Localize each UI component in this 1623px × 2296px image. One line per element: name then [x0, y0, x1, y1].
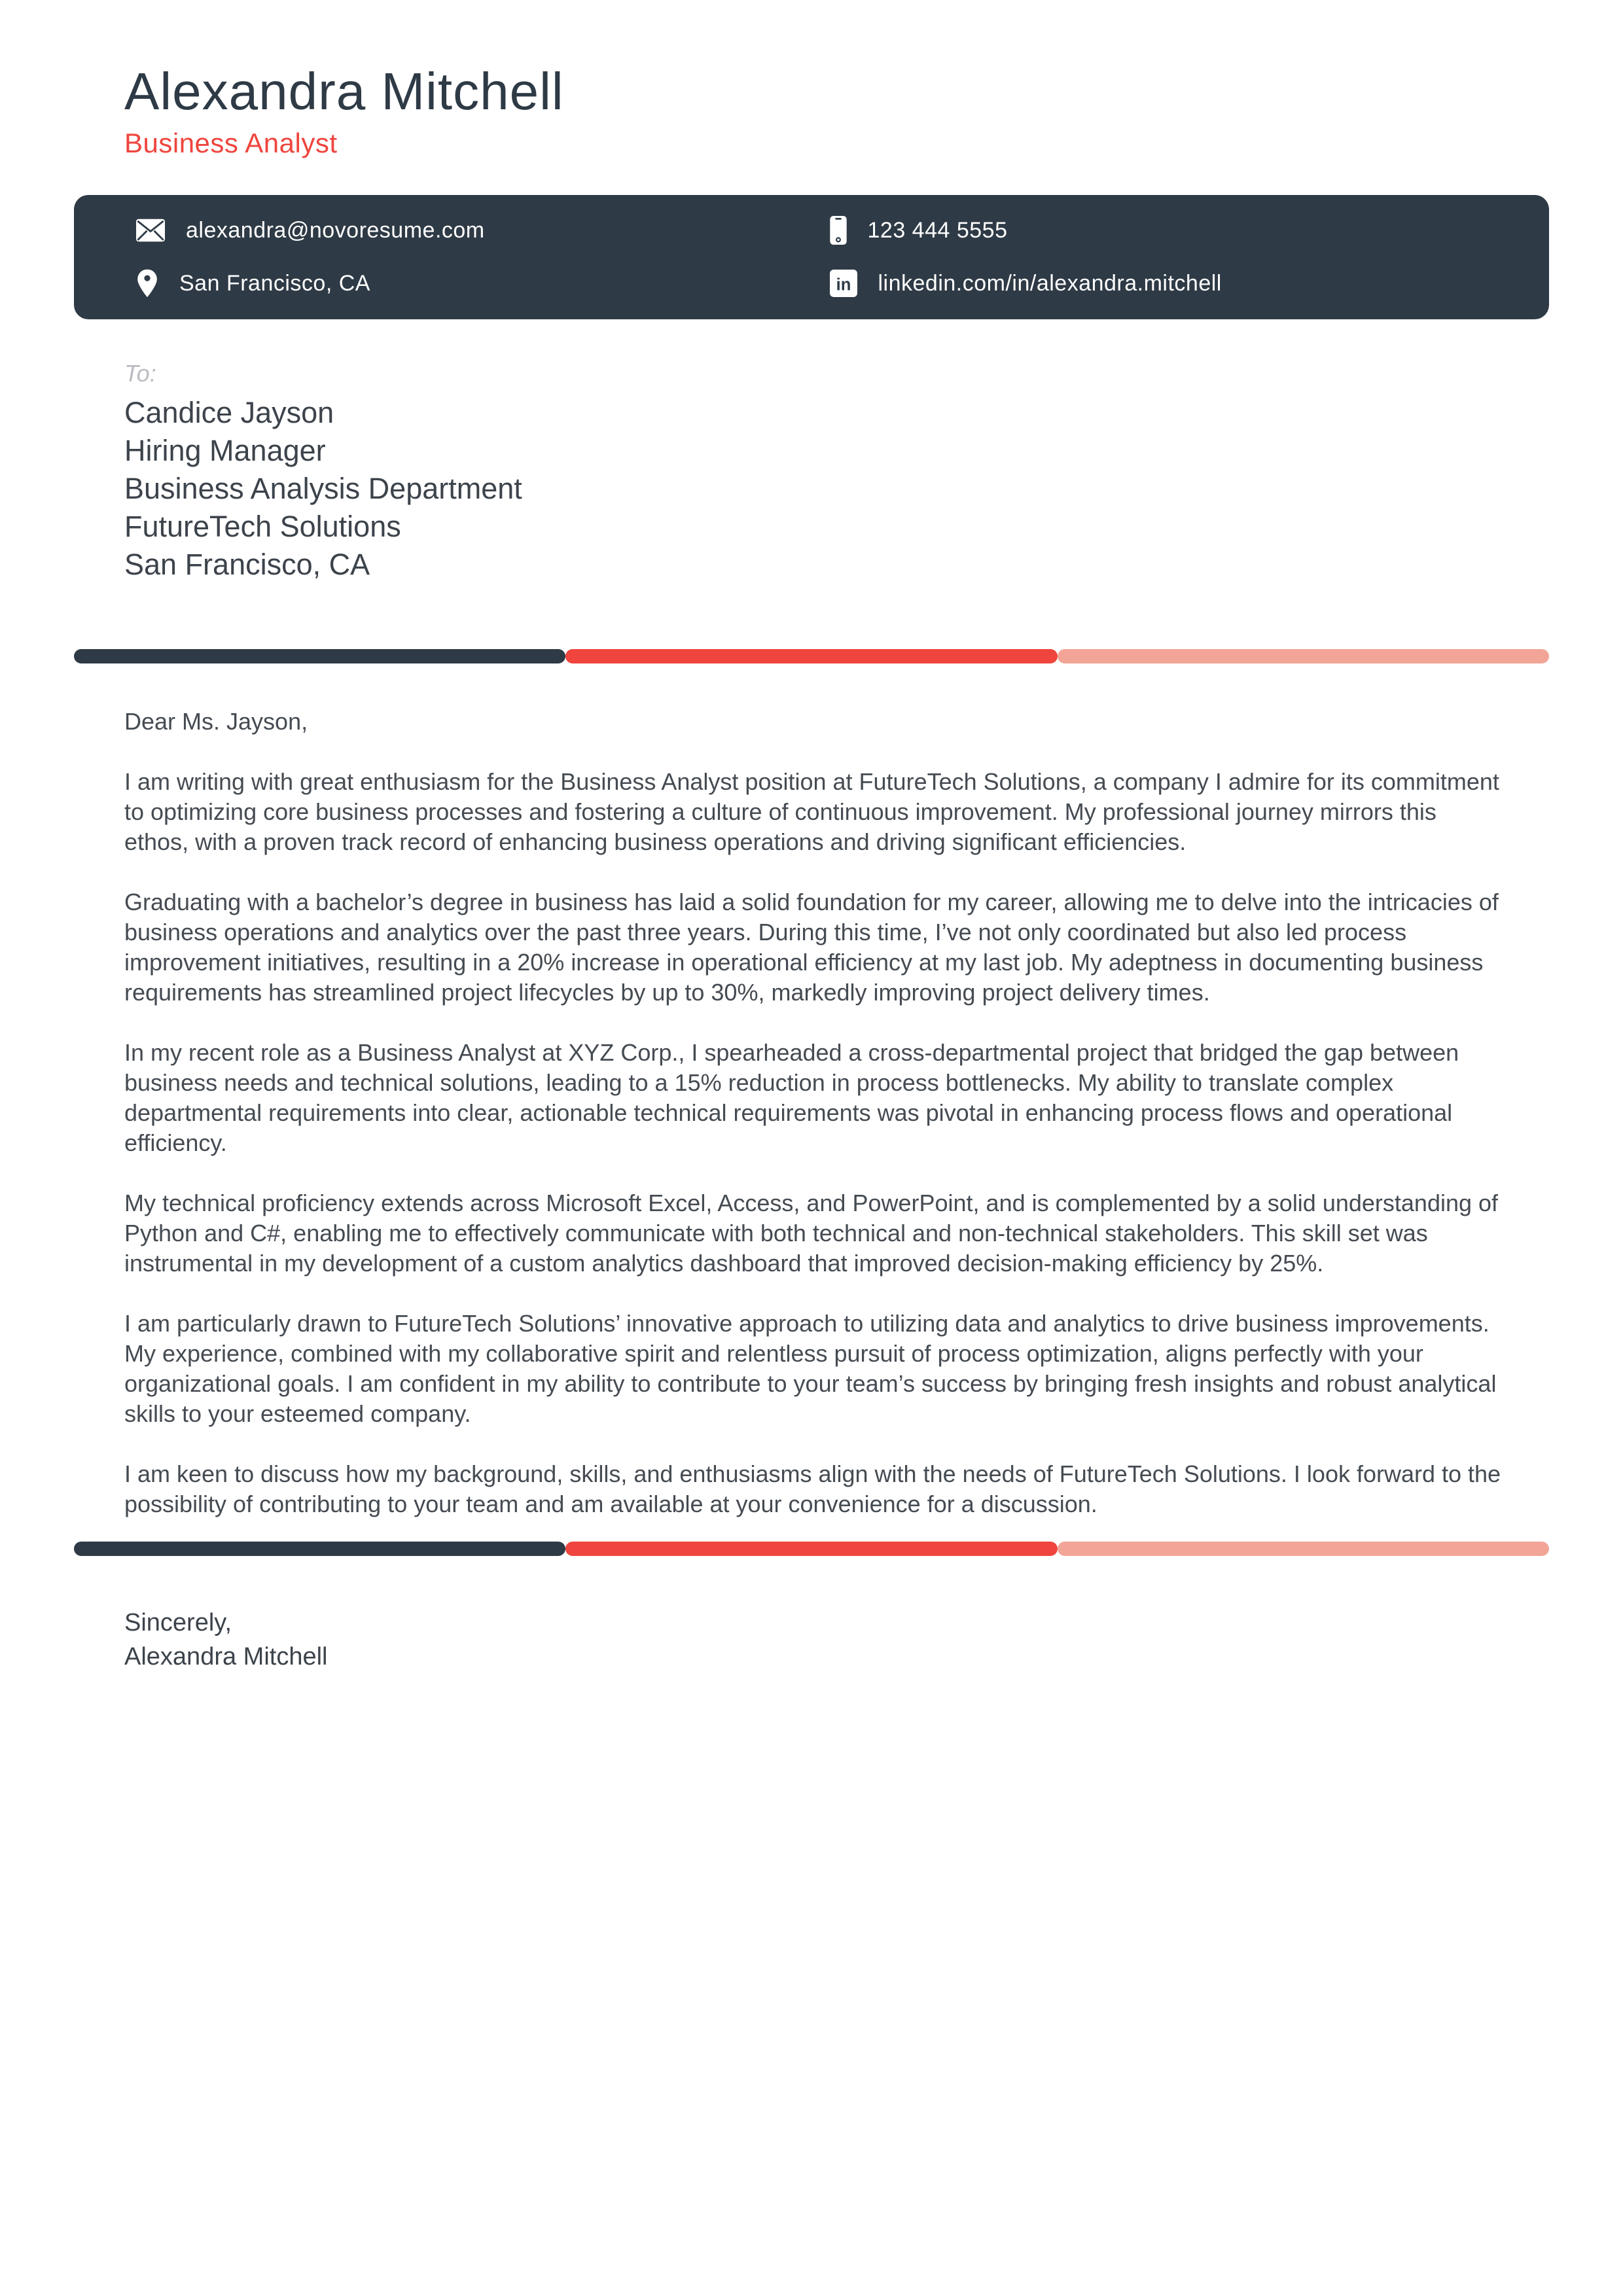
recipient-to-label: To:: [124, 359, 156, 387]
linkedin-icon: [830, 270, 857, 297]
contact-phone[interactable]: [830, 216, 1524, 245]
paragraph-motivation: I am particularly drawn to FutureTech Solutions’ innovative approach to utilizing data and analytics to drive business improvements. My experience, combined with my collaborative spirit and relentless pursuit of process optimization, aligns perfectly with your organizational goals. I am confident in my ability to contribute to your team’s success by bringing fresh insights and robust analytical skills to your esteemed company.: [124, 1309, 1497, 1427]
divider-segment-navy: [74, 649, 565, 663]
divider-segment-salmon: [1058, 649, 1549, 663]
signature-name: Alexandra Mitchell: [124, 1642, 328, 1670]
paragraph-technical-skills: My technical proficiency extends across Microsoft Excel, Access, and PowerPoint, and is complemented by a solid understanding of Python and C#, enabling me to effectively communicate with both technical and non-technical stakeholders. This skill set was instrumental in my development of a custom analytics dashboard that improved decision-making efficiency by 25%.: [124, 1189, 1499, 1277]
recipient-company: FutureTech Solutions: [124, 509, 401, 543]
recipient-role: Hiring Manager: [124, 433, 326, 467]
divider-segment-red: [565, 1542, 1057, 1556]
paragraph-call-to-action: I am keen to discuss how my background, skills, and enthusiasms align with the needs of FutureTech Solutions. I look forward to the possibility of contributing to your team and am available at your convenience for a discussion.: [124, 1460, 1501, 1517]
page-title: Alexandra Mitchell: [124, 62, 564, 120]
recipient-city: San Francisco, CA: [124, 547, 370, 581]
email-icon: [136, 219, 165, 242]
paragraph-education: Graduating with a bachelor’s degree in business has laid a solid foundation for my career, allowing me to delve into the intricacies of business operations and analytics over the past three years. During this time, I’ve not only coordinated but also led process improvement initiatives, resulting in a 20% increase in operational efficiency at my last job. My adeptness in documenting business requirements has streamlined project lifecycles by up to 30%, markedly improving project delivery times.: [124, 888, 1499, 1006]
contact-linkedin-label: linkedin.com/in/alexandra.mitchell: [878, 270, 1222, 296]
contact-phone-label: 123 444 5555: [867, 217, 1008, 243]
section-divider-bottom: [74, 1542, 1549, 1556]
divider-segment-navy: [74, 1542, 565, 1556]
contact-location-label: San Francisco, CA: [179, 270, 370, 296]
paragraph-recent-role: In my recent role as a Business Analyst at XYZ Corp., I spearheaded a cross-departmental project that bridged the gap between business needs and technical solutions, leading to a 15% reduction in process bottlenecks. My ability to translate complex departmental requirements into clear, actionable technical requirements was pivotal in enhancing process flows and operational efficiency.: [124, 1038, 1459, 1156]
job-title: Business Analyst: [124, 127, 338, 158]
salutation: Dear Ms. Jayson,: [124, 707, 308, 735]
phone-icon: [830, 216, 847, 245]
recipient-name: Candice Jayson: [124, 395, 334, 429]
contact-email[interactable]: [136, 218, 830, 243]
closing: Sincerely,: [124, 1608, 232, 1636]
contact-bar: [74, 195, 1549, 319]
recipient-department: Business Analysis Department: [124, 471, 522, 505]
contact-location[interactable]: [136, 268, 830, 298]
letter-body: [124, 707, 1502, 1519]
location-pin-icon: [136, 268, 158, 298]
contact-linkedin[interactable]: [830, 270, 1524, 297]
section-divider-top: [74, 649, 1549, 663]
divider-segment-red: [565, 649, 1057, 663]
divider-segment-salmon: [1058, 1542, 1549, 1556]
svg-text:in: in: [836, 275, 851, 294]
contact-email-label: alexandra@novoresume.com: [186, 217, 485, 243]
paragraph-intro: I am writing with great enthusiasm for the Business Analyst position at FutureTech Solutions, a company I admire for its commitment to optimizing core business processes and fostering a culture of continuous improvement. My professional journey mirrors this ethos, with a proven track record of enhancing business operations and driving significant efficiencies.: [124, 768, 1499, 855]
signature-block: [124, 1606, 1499, 1674]
recipient-block: [124, 394, 1499, 584]
